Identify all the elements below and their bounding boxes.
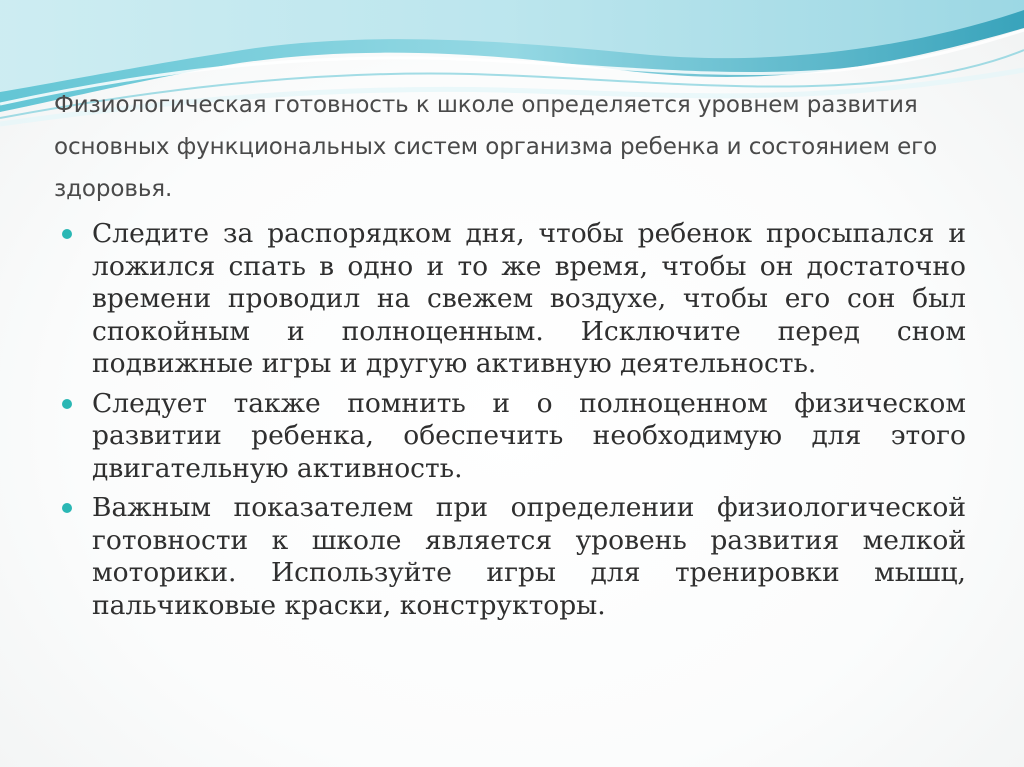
bullet-text: Следите за распорядком дня, чтобы ребенок просыпался и ложился спать в одно и то же время, чтобы он достаточно времени проводил на свежем воздухе, чтобы его сон был спокойным и полноценным. Исключите перед сном подвижные игры и другую активную деятельность. <box>92 218 966 379</box>
slide-title: Физиологическая готовность к школе определяется уровнем развития основных функциональных систем организма ребенка и состоянием его здоровья. <box>54 92 938 202</box>
bullet-item <box>62 388 966 486</box>
bullet-item <box>62 492 966 622</box>
bullet-dot-icon <box>62 399 72 409</box>
bullet-dot-icon <box>62 503 72 513</box>
bullet-dot-icon <box>62 229 72 239</box>
bullet-list <box>62 218 966 629</box>
bullet-text: Следует также помнить и о полноценном физическом развитии ребенка, обеспечить необходимую для этого двигательную активность. <box>92 387 966 484</box>
bullet-item <box>62 218 966 381</box>
bullet-text: Важным показателем при определении физиологической готовности к школе является уровень развития мелкой моторики. Используйте игры для тренировки мышц, пальчиковые краски, конструкторы. <box>92 492 966 621</box>
